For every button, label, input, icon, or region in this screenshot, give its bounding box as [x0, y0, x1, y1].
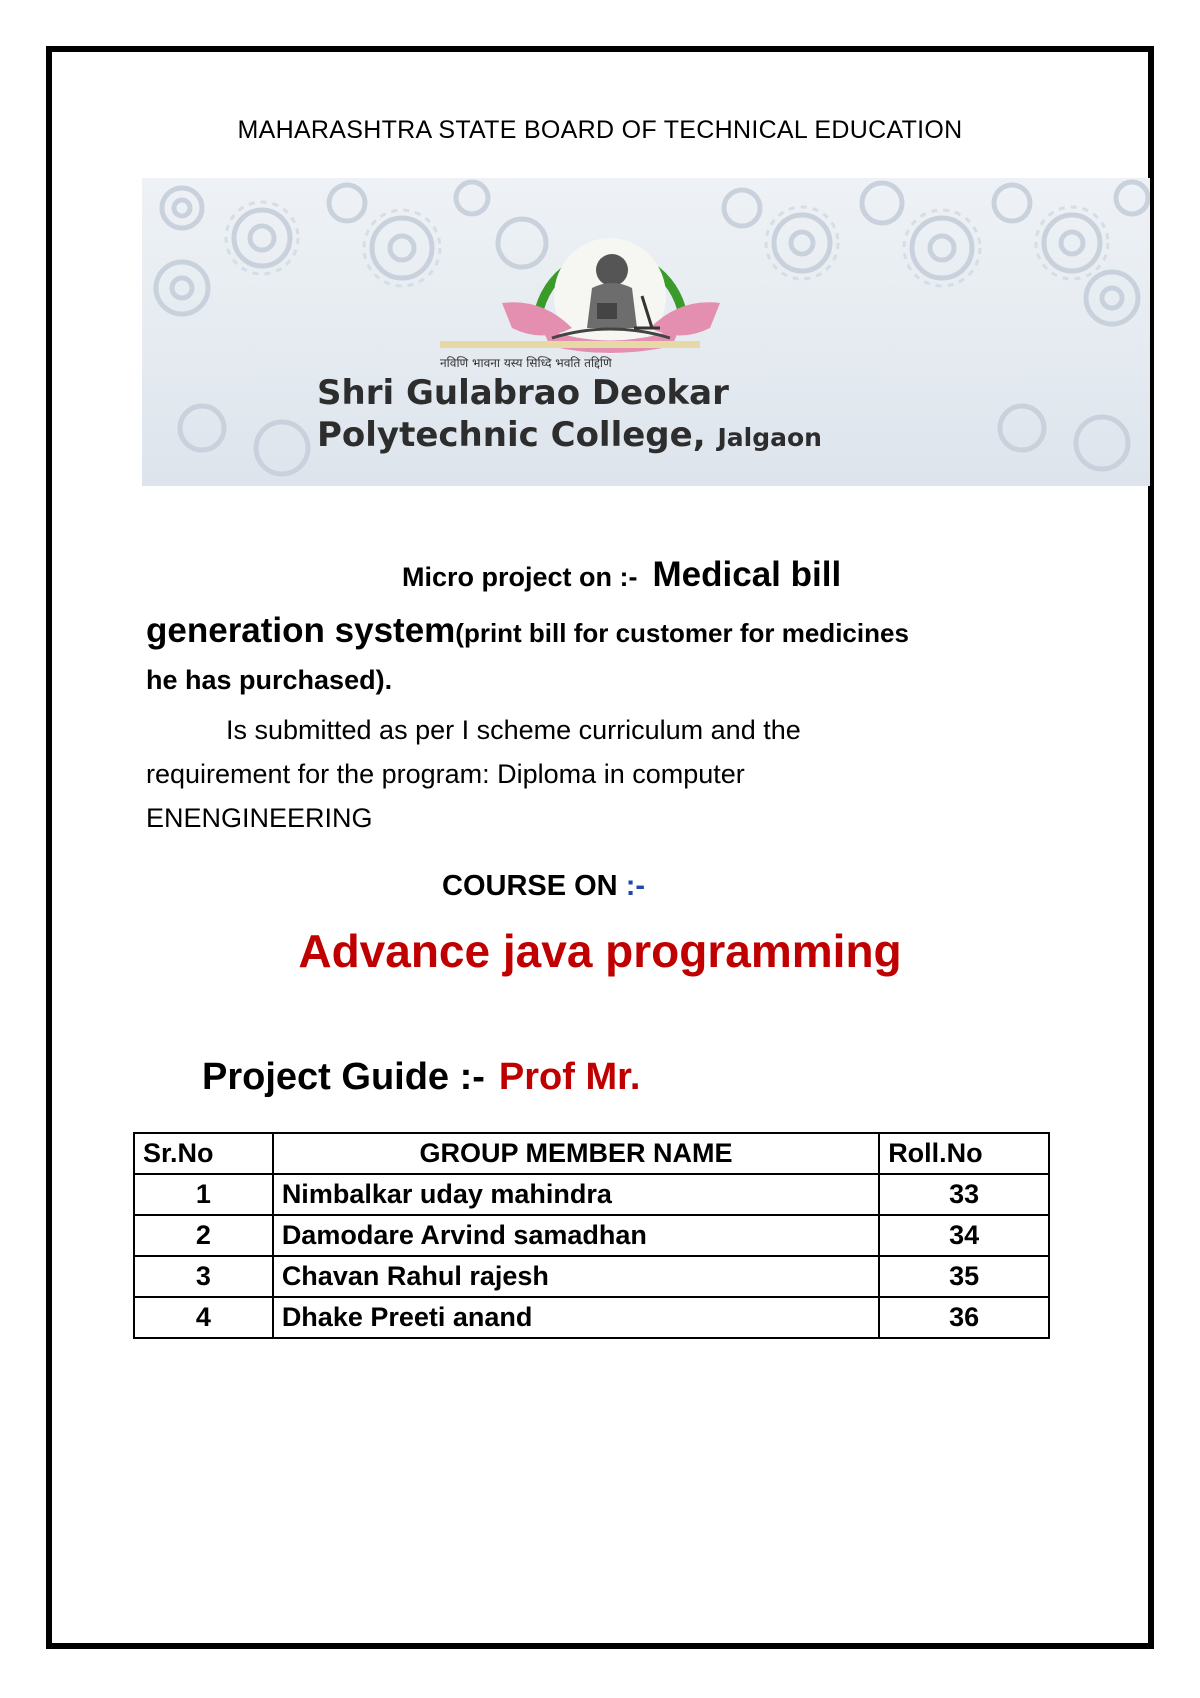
college-name-line1: Shri Gulabrao Deokar: [317, 373, 729, 413]
guide-name: Prof Mr.: [498, 1056, 641, 1098]
row-member-name: Nimbalkar uday mahindra: [273, 1174, 879, 1215]
project-guide: [202, 1056, 640, 1099]
row-roll-no: 35: [879, 1256, 1049, 1297]
row-roll-no: 34: [879, 1215, 1049, 1256]
project-intro: Micro project on :-: [402, 562, 638, 592]
row-roll-no: 33: [879, 1174, 1049, 1215]
college-motto: नविणि भावना यस्य सिध्दि भवति तद्दिणि: [440, 356, 612, 370]
course-name: Advance java programming: [298, 925, 902, 977]
project-description-part1: (print bill for customer for medicines: [455, 618, 909, 648]
group-members-table: [133, 1132, 1050, 1339]
row-sr-no: 1: [134, 1174, 273, 1215]
submission-line1: Is submitted as per I scheme curriculum and the: [226, 715, 801, 745]
header-sr-no: Sr.No: [134, 1133, 273, 1174]
project-title-part1: Medical bill: [652, 555, 842, 594]
table-row: [134, 1256, 1049, 1297]
header-roll-no: Roll.No: [879, 1133, 1049, 1174]
board-title: MAHARASHTRA STATE BOARD OF TECHNICAL EDUCATION: [237, 116, 963, 144]
college-name: [317, 372, 822, 459]
project-title-part2: generation system: [146, 611, 456, 650]
table-row: [134, 1297, 1049, 1338]
row-roll-no: 36: [879, 1297, 1049, 1338]
submission-text: [146, 708, 1046, 840]
project-title-block: [146, 548, 1066, 700]
table-row: [134, 1174, 1049, 1215]
project-description-part2: he has purchased).: [146, 665, 393, 695]
submission-line2: requirement for the program: Diploma in computer: [146, 759, 745, 789]
course-label-colon: :-: [625, 870, 646, 902]
guide-label: Project Guide :-: [202, 1056, 485, 1098]
college-city: Jalgaon: [717, 423, 822, 452]
row-sr-no: 3: [134, 1256, 273, 1297]
college-banner: [142, 178, 1150, 486]
course-label: COURSE ON :-: [442, 870, 646, 902]
table-header-row: [134, 1133, 1049, 1174]
row-member-name: Damodare Arvind samadhan: [273, 1215, 879, 1256]
row-sr-no: 2: [134, 1215, 273, 1256]
row-member-name: Chavan Rahul rajesh: [273, 1256, 879, 1297]
table-row: [134, 1215, 1049, 1256]
row-member-name: Dhake Preeti anand: [273, 1297, 879, 1338]
header-member-name: GROUP MEMBER NAME: [273, 1133, 879, 1174]
submission-line3: ENENGINEERING: [146, 803, 373, 833]
row-sr-no: 4: [134, 1297, 273, 1338]
college-name-line2: Polytechnic College, Jalgaon: [317, 415, 822, 455]
college-logo-icon: [440, 238, 720, 354]
